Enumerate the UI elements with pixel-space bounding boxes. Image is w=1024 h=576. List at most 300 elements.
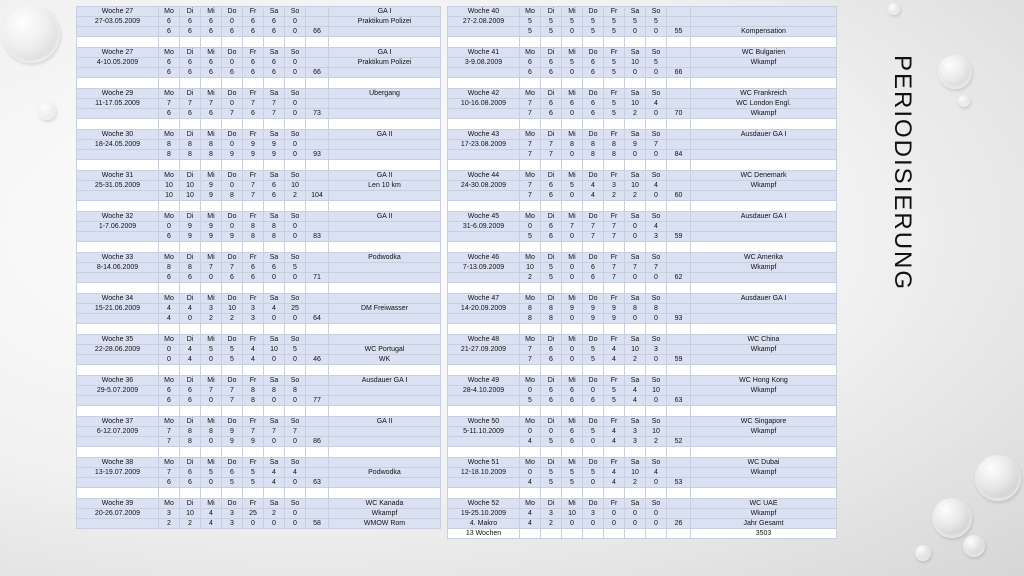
- day-header: So: [285, 130, 306, 140]
- value-cell: 4: [159, 304, 180, 314]
- value-cell: 10: [625, 468, 646, 478]
- value-cell: 8: [541, 314, 562, 324]
- spacer-row: [77, 119, 441, 130]
- value-cell: 6: [520, 68, 541, 78]
- value-cell: 4: [520, 519, 541, 529]
- spacer-cell: [201, 447, 222, 458]
- spacer-cell: [691, 488, 837, 499]
- value-cell: 5: [583, 427, 604, 437]
- day-header: Di: [541, 253, 562, 263]
- week-values-row: [448, 386, 837, 396]
- spacer-cell: [583, 488, 604, 499]
- value-cell: 6: [222, 27, 243, 37]
- value-cell: 4: [583, 191, 604, 201]
- spacer-cell: [222, 447, 243, 458]
- week-dates: 20-26.07.2009: [77, 509, 159, 519]
- value-cell: 3: [201, 304, 222, 314]
- note-cell: WC Hong Kong: [691, 376, 837, 386]
- spacer-cell: [264, 37, 285, 48]
- spacer-cell: [201, 365, 222, 376]
- day-header: Fr: [604, 89, 625, 99]
- spacer-cell: [667, 201, 691, 212]
- value-cell: 8: [562, 140, 583, 150]
- spacer-cell: [285, 160, 306, 171]
- day-header: Do: [583, 171, 604, 181]
- day-header: Do: [583, 212, 604, 222]
- note-cell: Übergang: [329, 89, 441, 99]
- day-header: Mo: [159, 171, 180, 181]
- day-header: Di: [541, 458, 562, 468]
- day-header: Di: [180, 335, 201, 345]
- value-cell: 0: [520, 386, 541, 396]
- value-cell: 7: [222, 263, 243, 273]
- spacer-cell: [691, 160, 837, 171]
- week-header-row: [448, 499, 837, 509]
- value-cell: 6: [541, 222, 562, 232]
- spacer-cell: [159, 201, 180, 212]
- note-cell: [329, 99, 441, 109]
- spacer-cell: [201, 160, 222, 171]
- total-cell: [306, 181, 329, 191]
- spacer-cell: [306, 488, 329, 499]
- day-header: Mo: [520, 89, 541, 99]
- spacer-cell: [541, 365, 562, 376]
- row-label: [77, 68, 159, 78]
- week-dates: 17-23.08.2009: [448, 140, 520, 150]
- value-cell: 9: [243, 150, 264, 160]
- spacer-cell: [180, 324, 201, 335]
- week-label: Woche 49: [448, 376, 520, 386]
- spacer-cell: [667, 447, 691, 458]
- value-cell: 0: [159, 345, 180, 355]
- value-cell: 10: [285, 181, 306, 191]
- day-header: Sa: [625, 417, 646, 427]
- day-header: Do: [222, 212, 243, 222]
- value-cell: 3: [159, 509, 180, 519]
- value-cell: 3: [625, 427, 646, 437]
- table-cell: [625, 529, 646, 539]
- value-cell: 0: [541, 427, 562, 437]
- day-header: So: [646, 212, 667, 222]
- value-cell: 6: [201, 17, 222, 27]
- value-cell: 0: [285, 232, 306, 242]
- row-label: [448, 314, 520, 324]
- day-header: Mi: [562, 7, 583, 17]
- value-cell: 4: [604, 427, 625, 437]
- week-dates: 7-13.09.2009: [448, 263, 520, 273]
- value-cell: 6: [180, 68, 201, 78]
- total-cell: [667, 263, 691, 273]
- note-cell: Jahr Gesamt: [691, 519, 837, 529]
- value-cell: 2: [625, 109, 646, 119]
- spacer-cell: [604, 488, 625, 499]
- spacer-cell: [667, 160, 691, 171]
- spacer-cell: [583, 365, 604, 376]
- value-cell: 0: [646, 109, 667, 119]
- spacer-cell: [77, 78, 159, 89]
- value-cell: 9: [604, 304, 625, 314]
- note-cell: [329, 314, 441, 324]
- note-cell: Ausdauer GA I: [329, 376, 441, 386]
- day-header: Fr: [604, 417, 625, 427]
- total-cell: [306, 99, 329, 109]
- day-header: Fr: [604, 376, 625, 386]
- spacer-cell: [541, 201, 562, 212]
- total-cell: [667, 386, 691, 396]
- week-header-row: [448, 212, 837, 222]
- spacer-cell: [329, 488, 441, 499]
- spacer-row: [448, 283, 837, 294]
- value-cell: 5: [541, 17, 562, 27]
- spacer-cell: [646, 242, 667, 253]
- value-cell: 0: [583, 386, 604, 396]
- total-cell: [667, 17, 691, 27]
- value-cell: 0: [201, 437, 222, 447]
- note-cell: [691, 222, 837, 232]
- value-cell: 2: [604, 191, 625, 201]
- spacer-cell: [306, 160, 329, 171]
- day-header: Do: [583, 458, 604, 468]
- note-cell: [329, 273, 441, 283]
- spacer-cell: [541, 406, 562, 417]
- spacer-row: [448, 242, 837, 253]
- week-values-row: [77, 232, 441, 242]
- value-cell: 6: [583, 273, 604, 283]
- value-cell: 0: [201, 478, 222, 488]
- spacer-cell: [222, 488, 243, 499]
- week-header-row: [448, 294, 837, 304]
- note-cell: [691, 191, 837, 201]
- total-cell: [306, 499, 329, 509]
- value-cell: 5: [520, 396, 541, 406]
- day-header: So: [646, 171, 667, 181]
- day-header: Mi: [201, 130, 222, 140]
- note-cell: [329, 478, 441, 488]
- day-header: Fr: [243, 212, 264, 222]
- spacer-cell: [264, 324, 285, 335]
- spacer-cell: [201, 119, 222, 130]
- value-cell: 6: [541, 191, 562, 201]
- row-label: [77, 396, 159, 406]
- value-cell: 5: [541, 478, 562, 488]
- value-cell: 6: [583, 109, 604, 119]
- week-values-row: [77, 181, 441, 191]
- spacer-cell: [583, 406, 604, 417]
- week-dates: 10-16.08.2009: [448, 99, 520, 109]
- spacer-cell: [222, 406, 243, 417]
- value-cell: 8: [583, 150, 604, 160]
- value-cell: 3: [646, 232, 667, 242]
- day-header: Mo: [520, 253, 541, 263]
- week-label: Woche 34: [77, 294, 159, 304]
- total-cell: [667, 130, 691, 140]
- note-cell: DM Freiwasser: [329, 304, 441, 314]
- week-values-row: [77, 427, 441, 437]
- day-header: So: [285, 294, 306, 304]
- note-cell: [329, 294, 441, 304]
- week-dates: 1-7.06.2009: [77, 222, 159, 232]
- value-cell: 0: [625, 27, 646, 37]
- day-header: Fr: [243, 253, 264, 263]
- spacer-cell: [306, 324, 329, 335]
- total-cell: [306, 263, 329, 273]
- day-header: Mo: [159, 294, 180, 304]
- total-cell: [667, 509, 691, 519]
- spacer-cell: [77, 37, 159, 48]
- value-cell: 7: [646, 263, 667, 273]
- day-header: Di: [180, 89, 201, 99]
- value-cell: 2: [264, 509, 285, 519]
- row-label: [77, 232, 159, 242]
- spacer-cell: [562, 406, 583, 417]
- spacer-cell: [646, 365, 667, 376]
- week-header-row: [448, 458, 837, 468]
- value-cell: 0: [264, 437, 285, 447]
- value-cell: 7: [264, 99, 285, 109]
- value-cell: 9: [180, 232, 201, 242]
- day-header: Fr: [243, 458, 264, 468]
- day-header: Do: [583, 7, 604, 17]
- spacer-cell: [285, 488, 306, 499]
- day-header: Fr: [604, 7, 625, 17]
- week-label: Woche 48: [448, 335, 520, 345]
- spacer-cell: [77, 119, 159, 130]
- spacer-row: [448, 78, 837, 89]
- week-header-row: [448, 89, 837, 99]
- total-cell: [306, 458, 329, 468]
- value-cell: 6: [583, 396, 604, 406]
- value-cell: 3: [222, 519, 243, 529]
- spacer-cell: [329, 324, 441, 335]
- spacer-cell: [583, 37, 604, 48]
- week-dates: 14-20.09.2009: [448, 304, 520, 314]
- week-values-row: [448, 304, 837, 314]
- value-cell: 6: [541, 396, 562, 406]
- day-header: Di: [180, 7, 201, 17]
- spacer-cell: [243, 160, 264, 171]
- spacer-cell: [625, 283, 646, 294]
- row-label: [77, 150, 159, 160]
- total-cell: [667, 335, 691, 345]
- row-label: [77, 478, 159, 488]
- day-header: Mi: [201, 48, 222, 58]
- day-header: Sa: [625, 7, 646, 17]
- row-label: [77, 109, 159, 119]
- spacer-cell: [243, 119, 264, 130]
- note-cell: [329, 386, 441, 396]
- spacer-cell: [329, 37, 441, 48]
- value-cell: 4: [285, 468, 306, 478]
- note-cell: WC Dubai: [691, 458, 837, 468]
- value-cell: 0: [646, 27, 667, 37]
- day-header: Di: [541, 48, 562, 58]
- value-cell: 5: [604, 99, 625, 109]
- day-header: Mo: [520, 458, 541, 468]
- table-cell: [562, 529, 583, 539]
- spacer-cell: [159, 365, 180, 376]
- week-header-row: [77, 253, 441, 263]
- total-cell: [667, 253, 691, 263]
- day-header: Sa: [264, 7, 285, 17]
- value-cell: 7: [180, 99, 201, 109]
- value-cell: 5: [541, 263, 562, 273]
- day-header: Di: [541, 417, 562, 427]
- value-cell: 8: [264, 232, 285, 242]
- value-cell: 6: [541, 345, 562, 355]
- total-cell: [306, 386, 329, 396]
- note-cell: Kompensation: [691, 27, 837, 37]
- week-total: 46: [306, 355, 329, 365]
- value-cell: 4: [180, 345, 201, 355]
- value-cell: 6: [583, 99, 604, 109]
- value-cell: 0: [646, 396, 667, 406]
- value-cell: 2: [159, 519, 180, 529]
- spacer-cell: [625, 488, 646, 499]
- total-cell: [667, 468, 691, 478]
- day-header: Fr: [243, 130, 264, 140]
- week-total: 66: [667, 68, 691, 78]
- spacer-cell: [520, 447, 541, 458]
- day-header: Di: [180, 499, 201, 509]
- spacer-cell: [646, 160, 667, 171]
- spacer-cell: [159, 447, 180, 458]
- total-cell: [667, 48, 691, 58]
- value-cell: 8: [541, 304, 562, 314]
- total-cell: [667, 294, 691, 304]
- spacer-cell: [306, 365, 329, 376]
- spacer-cell: [583, 160, 604, 171]
- total-cell: [667, 499, 691, 509]
- week-dates: 24-30.08.2009: [448, 181, 520, 191]
- week-dates: 12-18.10.2009: [448, 468, 520, 478]
- week-values-row: [448, 273, 837, 283]
- spacer-row: [77, 201, 441, 212]
- value-cell: 7: [604, 232, 625, 242]
- value-cell: 5: [583, 17, 604, 27]
- week-total: 104: [306, 191, 329, 201]
- total-cell: [667, 89, 691, 99]
- row-label: [77, 273, 159, 283]
- week-values-row: [77, 17, 441, 27]
- spacer-cell: [222, 119, 243, 130]
- day-header: Di: [180, 48, 201, 58]
- value-cell: 0: [285, 17, 306, 27]
- spacer-cell: [604, 201, 625, 212]
- day-header: Mi: [201, 212, 222, 222]
- spacer-cell: [222, 78, 243, 89]
- value-cell: 4: [583, 181, 604, 191]
- value-cell: 8: [625, 304, 646, 314]
- week-header-row: [77, 499, 441, 509]
- total-cell: [306, 212, 329, 222]
- total-cell: [306, 509, 329, 519]
- spacer-cell: [201, 242, 222, 253]
- value-cell: 7: [541, 140, 562, 150]
- spacer-cell: [604, 242, 625, 253]
- value-cell: 0: [285, 478, 306, 488]
- value-cell: 9: [562, 304, 583, 314]
- spacer-cell: [180, 365, 201, 376]
- value-cell: 8: [264, 222, 285, 232]
- week-dates: 11-17.05.2009: [77, 99, 159, 109]
- value-cell: 25: [285, 304, 306, 314]
- spacer-cell: [691, 324, 837, 335]
- value-cell: 6: [583, 58, 604, 68]
- day-header: Di: [541, 130, 562, 140]
- spacer-cell: [646, 78, 667, 89]
- day-header: Sa: [264, 89, 285, 99]
- value-cell: 0: [222, 140, 243, 150]
- value-cell: 5: [541, 468, 562, 478]
- spacer-cell: [329, 242, 441, 253]
- spacer-cell: [285, 201, 306, 212]
- value-cell: 9: [264, 150, 285, 160]
- spacer-cell: [77, 201, 159, 212]
- value-cell: 4: [264, 478, 285, 488]
- spacer-cell: [541, 78, 562, 89]
- day-header: Do: [583, 253, 604, 263]
- week-label: Woche 36: [77, 376, 159, 386]
- row-label: [448, 27, 520, 37]
- value-cell: 6: [201, 27, 222, 37]
- value-cell: 8: [243, 232, 264, 242]
- value-cell: 9: [201, 191, 222, 201]
- value-cell: 2: [646, 437, 667, 447]
- value-cell: 0: [264, 314, 285, 324]
- spacer-cell: [448, 406, 520, 417]
- spacer-cell: [583, 78, 604, 89]
- week-total: 70: [667, 109, 691, 119]
- day-header: Mo: [159, 417, 180, 427]
- week-total: 58: [306, 519, 329, 529]
- week-total: 73: [306, 109, 329, 119]
- value-cell: 7: [243, 191, 264, 201]
- day-header: Sa: [625, 212, 646, 222]
- week-values-row: [77, 222, 441, 232]
- value-cell: 3: [583, 509, 604, 519]
- value-cell: 0: [285, 99, 306, 109]
- value-cell: 9: [201, 181, 222, 191]
- week-values-row: [448, 99, 837, 109]
- spacer-cell: [448, 160, 520, 171]
- spacer-cell: [646, 283, 667, 294]
- spacer-cell: [667, 78, 691, 89]
- spacer-cell: [448, 119, 520, 130]
- day-header: Fr: [604, 171, 625, 181]
- spacer-cell: [691, 406, 837, 417]
- day-header: Fr: [243, 294, 264, 304]
- day-header: Sa: [625, 458, 646, 468]
- week-dates: 27-03.05.2009: [77, 17, 159, 27]
- day-header: Sa: [264, 130, 285, 140]
- spacer-cell: [306, 283, 329, 294]
- day-header: Sa: [264, 458, 285, 468]
- row-label: [448, 478, 520, 488]
- week-label: Woche 33: [77, 253, 159, 263]
- value-cell: 3: [604, 181, 625, 191]
- spacer-cell: [243, 406, 264, 417]
- note-cell: Wkampf: [691, 58, 837, 68]
- day-header: So: [646, 499, 667, 509]
- value-cell: 6: [201, 58, 222, 68]
- week-header-row: [77, 171, 441, 181]
- note-cell: WC Portugal: [329, 345, 441, 355]
- value-cell: 0: [604, 519, 625, 529]
- value-cell: 6: [201, 109, 222, 119]
- value-cell: 0: [285, 109, 306, 119]
- week-label: Woche 44: [448, 171, 520, 181]
- value-cell: 10: [520, 263, 541, 273]
